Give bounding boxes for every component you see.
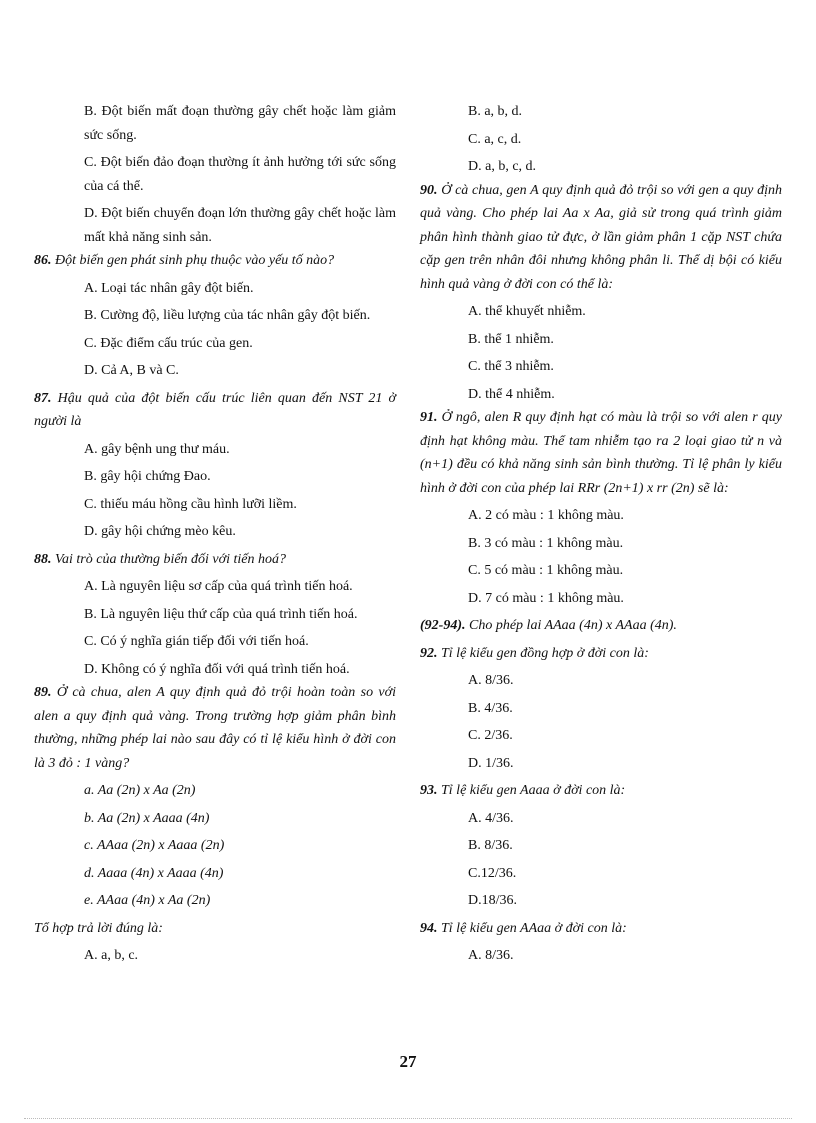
q86-option-d: D. Cả A, B và C.	[84, 363, 179, 378]
q90-text: Ở cà chua, gen A quy định quả đỏ trội so với gen a quy định quả vàng. Cho phép lai Aa x Aa, giả sử trong quá trình giảm phân hình thành giao tử đực, ở lần giảm phân 1 cặp NST chứa cặp gen trên nhân đôi nhưng không phân li. Thể dị bội có kiểu hình quả vàng ở đời con có thể là:	[420, 182, 782, 292]
q93-number: 93.	[420, 783, 438, 798]
footer-divider	[24, 1118, 792, 1119]
q89-question	[34, 681, 396, 775]
q86-number: 86.	[34, 253, 52, 268]
q88-option-a: A. Là nguyên liệu sơ cấp của quá trình tiến hoá.	[84, 579, 353, 594]
q89-text: Ở cà chua, alen A quy định quả đỏ trội hoàn toàn so với alen a quy định quả vàng. Trong trường hợp giảm phân bình thường, những phép lai nào sau đây có tỉ lệ kiểu hình ở đời con là 3 đỏ : 1 vàng?	[34, 685, 397, 771]
q93-question	[420, 779, 782, 803]
q92-option-c: C. 2/36.	[468, 728, 513, 743]
q88-question	[34, 548, 396, 572]
q90-question	[420, 179, 782, 297]
q90-number: 90.	[420, 182, 438, 198]
q93-text: Tỉ lệ kiểu gen Aaaa ở đời con là:	[441, 783, 626, 798]
q90-option-c: C. thể 3 nhiễm.	[468, 359, 554, 374]
q88-option-c: C. Có ý nghĩa gián tiếp đối với tiến hoá.	[84, 634, 309, 649]
q89-option-a: A. a, b, c.	[84, 948, 139, 963]
q93-option-b: B. 8/36.	[468, 838, 513, 853]
q89-option-b: B. a, b, d.	[468, 104, 523, 119]
q91-option-d: D. 7 có màu : 1 không màu.	[468, 590, 624, 606]
q94-option-a: A. 8/36.	[468, 948, 514, 963]
q86-question	[34, 249, 396, 273]
q87-text: Hậu quả của đột biến cấu trúc liên quan đến NST 21 ở người là	[34, 390, 397, 429]
q92-option-d: D. 1/36.	[468, 755, 514, 771]
q91-text: Ở ngô, alen R quy định hạt có màu là trội so với alen r quy định hạt không màu. Thể tam nhiễm tạo ra 2 loại giao tử n và (n+1) đều có khả năng sinh sản bình thường. Tỉ lệ phân ly kiểu hình ở đời con của phép lai RRr (2n+1) x rr (2n) sẽ là:	[420, 410, 782, 496]
q86-option-c: C. Đặc điểm cấu trúc của gen.	[84, 335, 253, 351]
q89-choice-b: b. Aa (2n) x Aaaa (4n)	[84, 810, 210, 826]
q93-option-c: C.12/36.	[468, 865, 517, 881]
q92-text: Tỉ lệ kiểu gen đồng hợp ở đời con là:	[441, 645, 649, 661]
q87-option-d: D. gây hội chứng mèo kêu.	[84, 524, 236, 539]
q88-number: 88.	[34, 551, 52, 567]
page-number: 27	[399, 1052, 417, 1071]
q90-option-b: B. thể 1 nhiễm.	[468, 331, 554, 347]
q94-question	[420, 917, 782, 941]
q91-number: 91.	[420, 410, 438, 425]
q88-option-d: D. Không có ý nghĩa đối với quá trình tiến hoá.	[84, 661, 350, 677]
q85-option-d: D. Đột biến chuyển đoạn lớn thường gây chết hoặc làm mất khả năng sinh sản.	[84, 206, 396, 245]
q88-option-b: B. Là nguyên liệu thứ cấp của quá trình tiến hoá.	[84, 606, 358, 622]
q92-94-number: (92-94).	[420, 618, 466, 633]
q92-number: 92.	[420, 645, 438, 661]
q87-option-b: B. gây hội chứng Đao.	[84, 469, 211, 484]
right-column	[420, 100, 782, 968]
q91-option-a: A. 2 có màu : 1 không màu.	[468, 508, 624, 523]
q93-option-a: A. 4/36.	[468, 810, 514, 826]
q93-option-d: D.18/36.	[468, 893, 517, 908]
q91-option-b: B. 3 có màu : 1 không màu.	[468, 535, 624, 551]
q85-option-c: C. Đột biến đảo đoạn thường ít ảnh hưởng tới sức sống của cá thể.	[84, 155, 396, 194]
q89-choice-a: a. Aa (2n) x Aa (2n)	[84, 783, 196, 798]
q92-94-intro	[420, 614, 782, 638]
q89-choice-e: e. AAaa (4n) x Aa (2n)	[84, 893, 211, 908]
q87-question	[34, 387, 396, 434]
q92-94-text: Cho phép lai AAaa (4n) x AAaa (4n).	[469, 618, 677, 633]
q90-option-a: A. thể khuyết nhiễm.	[468, 304, 586, 319]
q87-number: 87.	[34, 390, 52, 406]
q86-text: Đột biến gen phát sinh phụ thuộc vào yếu tố nào?	[55, 253, 335, 268]
q89-choice-c: c. AAaa (2n) x Aaaa (2n)	[84, 838, 225, 853]
q86-option-a: A. Loại tác nhân gây đột biến.	[84, 280, 254, 296]
q89-option-d: D. a, b, c, d.	[468, 159, 537, 174]
q91-question	[420, 406, 782, 500]
q89-number: 89.	[34, 685, 52, 700]
q92-option-a: A. 8/36.	[468, 673, 514, 688]
q87-option-c: C. thiếu máu hồng cầu hình lưỡi liềm.	[84, 496, 297, 512]
q92-option-b: B. 4/36.	[468, 700, 513, 716]
q94-text: Tỉ lệ kiểu gen AAaa ở đời con là:	[441, 920, 627, 936]
q91-option-c: C. 5 có màu : 1 không màu.	[468, 563, 624, 578]
q86-option-b: B. Cường độ, liều lượng của tác nhân gây đột biến.	[84, 308, 371, 323]
q90-option-d: D. thể 4 nhiễm.	[468, 386, 555, 402]
q89-option-c: C. a, c, d.	[468, 131, 522, 147]
q92-question	[420, 642, 782, 666]
q88-text: Vai trò của thường biến đối với tiến hoá?	[55, 551, 286, 567]
q87-option-a: A. gây bệnh ung thư máu.	[84, 441, 230, 457]
q94-number: 94.	[420, 920, 438, 936]
q85-option-b: B. Đột biến mất đoạn thường gây chết hoặc làm giảm sức sống.	[84, 104, 396, 143]
q89-combo-label: Tổ hợp trả lời đúng là:	[34, 920, 163, 936]
q89-choice-d: d. Aaaa (4n) x Aaaa (4n)	[84, 865, 224, 881]
left-column	[34, 100, 396, 968]
